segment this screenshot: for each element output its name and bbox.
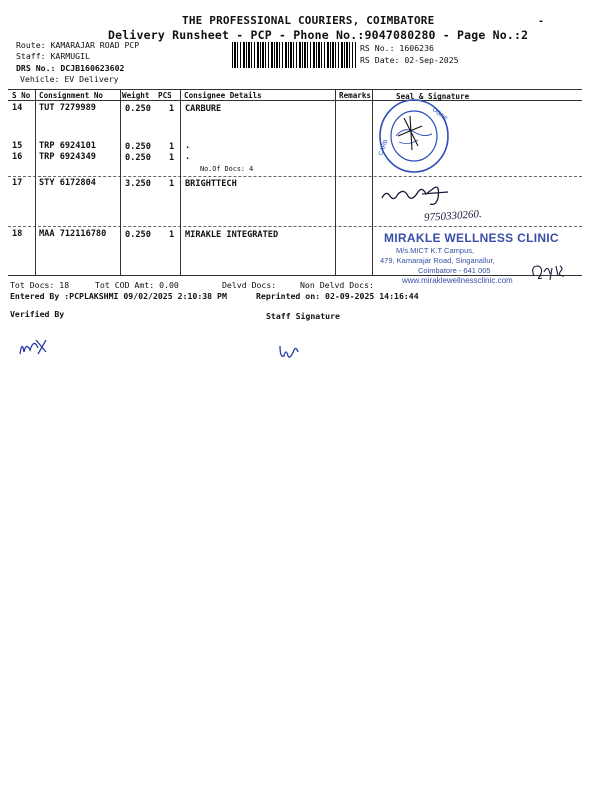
- clinic-address-1: M/s.MICT K.T Campus,: [396, 246, 475, 255]
- row-pcs: 1: [169, 179, 175, 189]
- row-consignee: CARBURE: [185, 104, 222, 114]
- clinic-address-2: 479, Kamarajar Road, Singanallur,: [380, 256, 495, 265]
- col-header-weight: Weight: [122, 91, 150, 100]
- row-pcs: 1: [169, 104, 175, 114]
- staff-signature-label: Staff Signature: [266, 311, 340, 321]
- col-header-sno: S No: [12, 91, 31, 100]
- row-consignee: .: [185, 141, 191, 151]
- col-header-seal: Seal & Signature: [396, 92, 470, 101]
- no-of-docs: No.Of Docs: 4: [200, 165, 254, 173]
- staff-label: Staff: KARMUGIL: [16, 51, 90, 61]
- row-consignee: .: [185, 152, 191, 162]
- row-consignee: BRIGHTTECH: [185, 179, 237, 189]
- col-header-consignee: Consignee Details: [184, 91, 262, 100]
- row-consignment: STY 6172804: [39, 178, 96, 188]
- total-cod-amount: Tot COD Amt: 0.00: [95, 280, 179, 290]
- row-sno: 18: [12, 229, 23, 239]
- table-header-border: [8, 100, 582, 101]
- row-weight: 0.250: [125, 104, 151, 114]
- row-pcs: 1: [169, 142, 175, 152]
- clinic-website: www.miraklewellnessclinic.com: [402, 276, 513, 285]
- col-divider: [335, 89, 336, 275]
- handwritten-phone: 9750330260.: [423, 208, 483, 224]
- reprinted-on: Reprinted on: 02-09-2025 14:16:44: [256, 291, 419, 301]
- non-delivered-docs: Non Delvd Docs:: [300, 280, 374, 290]
- col-header-remarks: Remarks: [339, 91, 372, 100]
- row-weight: 0.250: [125, 230, 151, 240]
- row-weight: 0.250: [125, 153, 151, 163]
- route-label: Route: KAMARAJAR ROAD PCP: [16, 40, 140, 50]
- verified-by-label: Verified By: [10, 309, 65, 319]
- delivered-docs: Delvd Docs:: [222, 280, 277, 290]
- row-divider: [8, 176, 582, 177]
- row-sno: 14: [12, 103, 23, 113]
- col-divider: [120, 89, 121, 275]
- row-sno: 16: [12, 152, 23, 162]
- row-consignment: TUT 7279989: [39, 103, 96, 113]
- round-seal-stamp: [374, 96, 466, 176]
- rs-date: RS Date: 02-Sep-2025: [360, 55, 459, 65]
- row-weight: 3.250: [125, 179, 151, 189]
- row-consignment: MAA 712116780: [39, 229, 107, 239]
- row-consignment: TRP 6924101: [39, 141, 96, 151]
- staff-signature-mark: [276, 340, 306, 362]
- verifier-signature: [16, 332, 60, 358]
- col-header-pcs: PCS: [158, 91, 172, 100]
- company-name: THE PROFESSIONAL COURIERS, COIMBATORE: [182, 14, 435, 27]
- svg-text:OGRE: OGRE: [430, 106, 449, 123]
- corner-mark: -: [538, 16, 545, 27]
- row-consignment: TRP 6924349: [39, 152, 96, 162]
- drs-number: DRS No.: DCJB160623602: [16, 63, 125, 73]
- handwritten-signature: [378, 180, 468, 210]
- clinic-address-3: Coimbatore - 641 005: [418, 266, 491, 275]
- row-consignee: MIRAKLE INTEGRATED: [185, 230, 279, 240]
- col-divider: [372, 89, 373, 275]
- row-sno: 15: [12, 141, 23, 151]
- rs-number: RS No.: 1606236: [360, 43, 434, 53]
- svg-text:CARB: CARB: [378, 138, 390, 157]
- col-divider: [35, 89, 36, 275]
- row-sno: 17: [12, 178, 23, 188]
- runsheet-title: Delivery Runsheet - PCP - Phone No.:9047080280 - Page No.:2: [108, 28, 529, 42]
- col-divider: [180, 89, 181, 275]
- row-pcs: 1: [169, 230, 175, 240]
- row-divider: [8, 226, 582, 227]
- table-top-border: [8, 89, 582, 90]
- vehicle-label: Vehicle: EV Delivery: [20, 74, 119, 84]
- entered-by: Entered By :PCPLAKSHMI 09/02/2025 2:10:38 PM: [10, 291, 227, 301]
- total-docs: Tot Docs: 18: [10, 280, 70, 290]
- row-pcs: 1: [169, 153, 175, 163]
- row-weight: 0.250: [125, 142, 151, 152]
- clinic-name: MIRAKLE WELLNESS CLINIC: [384, 231, 559, 245]
- col-header-consignment: Consignment No: [39, 91, 104, 100]
- barcode: [232, 42, 356, 68]
- date-signature: [528, 258, 568, 284]
